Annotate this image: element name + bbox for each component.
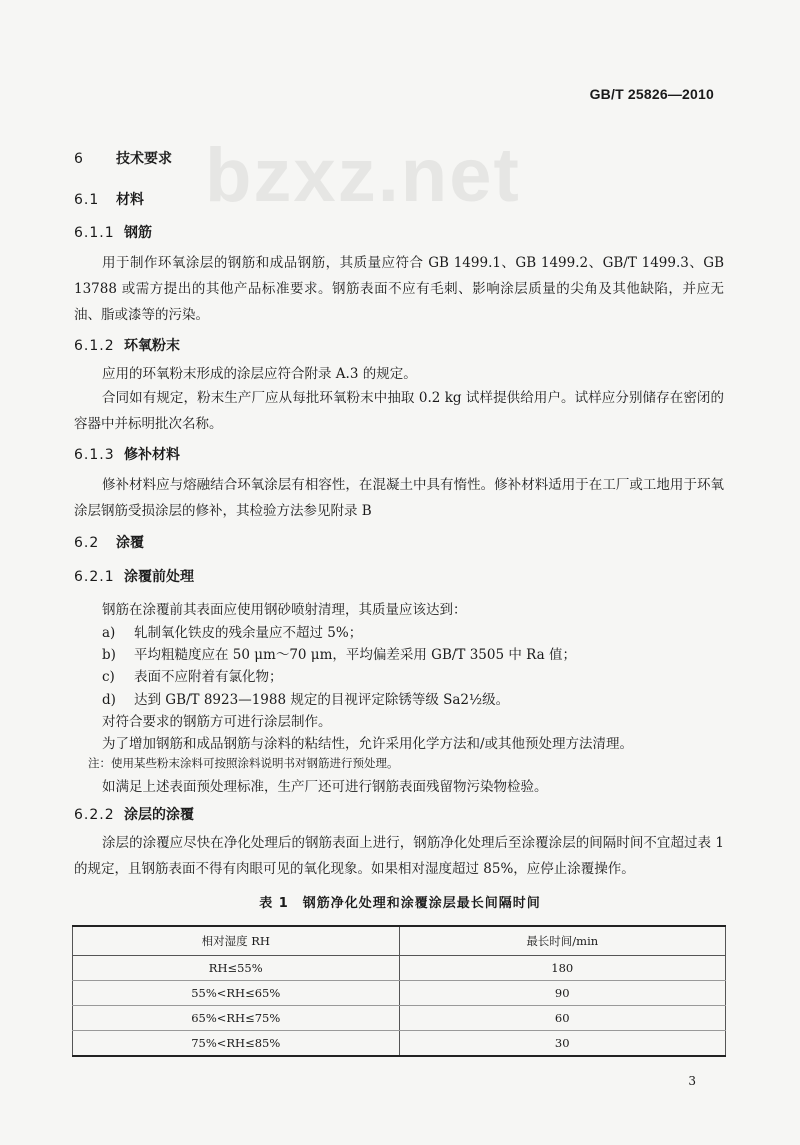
list-text: 平均粗糙度应在 50 μm～70 μm，平均偏差采用 GB/T 3505 中 Ra 值；: [134, 647, 576, 663]
paragraph-6-1-2-b: 合同如有规定，粉末生产厂应从每批环氧粉末中抽取 0.2 kg 试样提供给用户。试样应分别储存在密闭的容器中并标明批次名称。: [74, 390, 724, 432]
list-item: [102, 688, 509, 708]
section-heading-6-1-1: [74, 222, 152, 242]
section-number: 6.2: [74, 535, 100, 551]
table-cell: 180: [399, 956, 726, 981]
list-text: 表面不应附着有氯化物；: [134, 669, 283, 685]
section-title: 修补材料: [124, 447, 180, 463]
paragraph-6-1-1: 用于制作环氧涂层的钢筋和成品钢筋，其质量应符合 GB 1499.1、GB 1499.2、GB/T 1499.3、GB 13788 或需方提出的其他产品标准要求。钢筋表面不应有毛刺、影响涂层质量的尖角及其他缺陷，并应无油、脂或漆等的污染。: [74, 255, 724, 323]
table-caption: 表 1 钢筋净化处理和涂覆涂层最长间隔时间: [259, 896, 541, 911]
table-row: [73, 1031, 726, 1057]
section-title: 技术要求: [116, 151, 172, 167]
list-item: [102, 643, 576, 663]
after-text-1: 对符合要求的钢筋方可进行涂层制作。: [102, 714, 332, 730]
watermark: bzxz.net: [205, 133, 521, 218]
table-cell: 90: [399, 981, 726, 1006]
section-number: 6: [74, 151, 84, 167]
section-number: 6.1.3: [74, 447, 115, 463]
section-title: 涂覆前处理: [124, 569, 194, 585]
list-marker: c): [102, 669, 115, 685]
section-heading-6-2-1: [74, 566, 194, 586]
list-marker: d): [102, 692, 116, 708]
table-row: [73, 981, 726, 1006]
standard-number: GB/T 25826—2010: [589, 86, 714, 102]
page-number: 3: [688, 1074, 696, 1088]
note-text: 注：使用某些粉末涂料可按照涂料说明书对钢筋进行预处理。: [88, 756, 399, 770]
list-text: 轧制氧化铁皮的残余量应不超过 5%；: [134, 625, 363, 641]
section-number: 6.1: [74, 192, 100, 208]
section-number: 6.1.1: [74, 225, 115, 241]
list-item: [102, 665, 283, 685]
table-header-cell: 相对湿度 RH: [73, 926, 400, 956]
list-marker: a): [102, 625, 116, 641]
table-header-row: [73, 926, 726, 956]
section-heading-6-1-3: [74, 444, 180, 464]
section-number: 6.2.2: [74, 807, 115, 823]
section-heading-6: [74, 148, 172, 168]
table-cell: 30: [399, 1031, 726, 1057]
section-heading-6-2: [74, 532, 144, 552]
table-1: [72, 925, 726, 1057]
table-row: [73, 956, 726, 981]
table-cell: 75%<RH≤85%: [73, 1031, 400, 1057]
table-cell: RH≤55%: [73, 956, 400, 981]
intro-text: 钢筋在涂覆前其表面应使用钢砂喷射清理，其质量应该达到：: [102, 602, 467, 618]
section-heading-6-2-2: [74, 804, 194, 824]
section-title: 涂层的涂覆: [124, 807, 194, 823]
section-title: 环氧粉末: [124, 338, 180, 354]
table-cell: 55%<RH≤65%: [73, 981, 400, 1006]
section-heading-6-1-2: [74, 335, 180, 355]
section-title: 涂覆: [116, 535, 144, 551]
section-number: 6.2.1: [74, 569, 115, 585]
list-item: [102, 621, 362, 641]
table-row: [73, 1006, 726, 1031]
list-marker: b): [102, 647, 116, 663]
paragraph-6-1-2-a: 应用的环氧粉末形成的涂层应符合附录 A.3 的规定。: [102, 366, 417, 382]
table-cell: 60: [399, 1006, 726, 1031]
paragraph-6-1-3: 修补材料应与熔融结合环氧涂层有相容性，在混凝土中具有惰性。修补材料适用于在工厂或工地用于环氧涂层钢筋受损涂层的修补，其检验方法参见附录 B: [74, 477, 724, 519]
section-title: 材料: [116, 192, 144, 208]
table-header-cell: 最长时间/min: [399, 926, 726, 956]
paragraph-6-2-2: 涂层的涂覆应尽快在净化处理后的钢筋表面上进行，钢筋净化处理后至涂覆涂层的间隔时间不宜超过表 1 的规定，且钢筋表面不得有肉眼可见的氧化现象。如果相对湿度超过 85%，应停止涂覆操作。: [74, 835, 724, 877]
after-text-2: 为了增加钢筋和成品钢筋与涂料的粘结性，允许采用化学方法和/或其他预处理方法清理。: [102, 736, 634, 752]
table-cell: 65%<RH≤75%: [73, 1006, 400, 1031]
list-text: 达到 GB/T 8923—1988 规定的目视评定除锈等级 Sa2½级。: [134, 692, 510, 708]
section-number: 6.1.2: [74, 338, 115, 354]
section-heading-6-1: [74, 189, 144, 209]
section-title: 钢筋: [124, 225, 152, 241]
after-text-3: 如满足上述表面预处理标准，生产厂还可进行钢筋表面残留物污染物检验。: [102, 779, 548, 795]
